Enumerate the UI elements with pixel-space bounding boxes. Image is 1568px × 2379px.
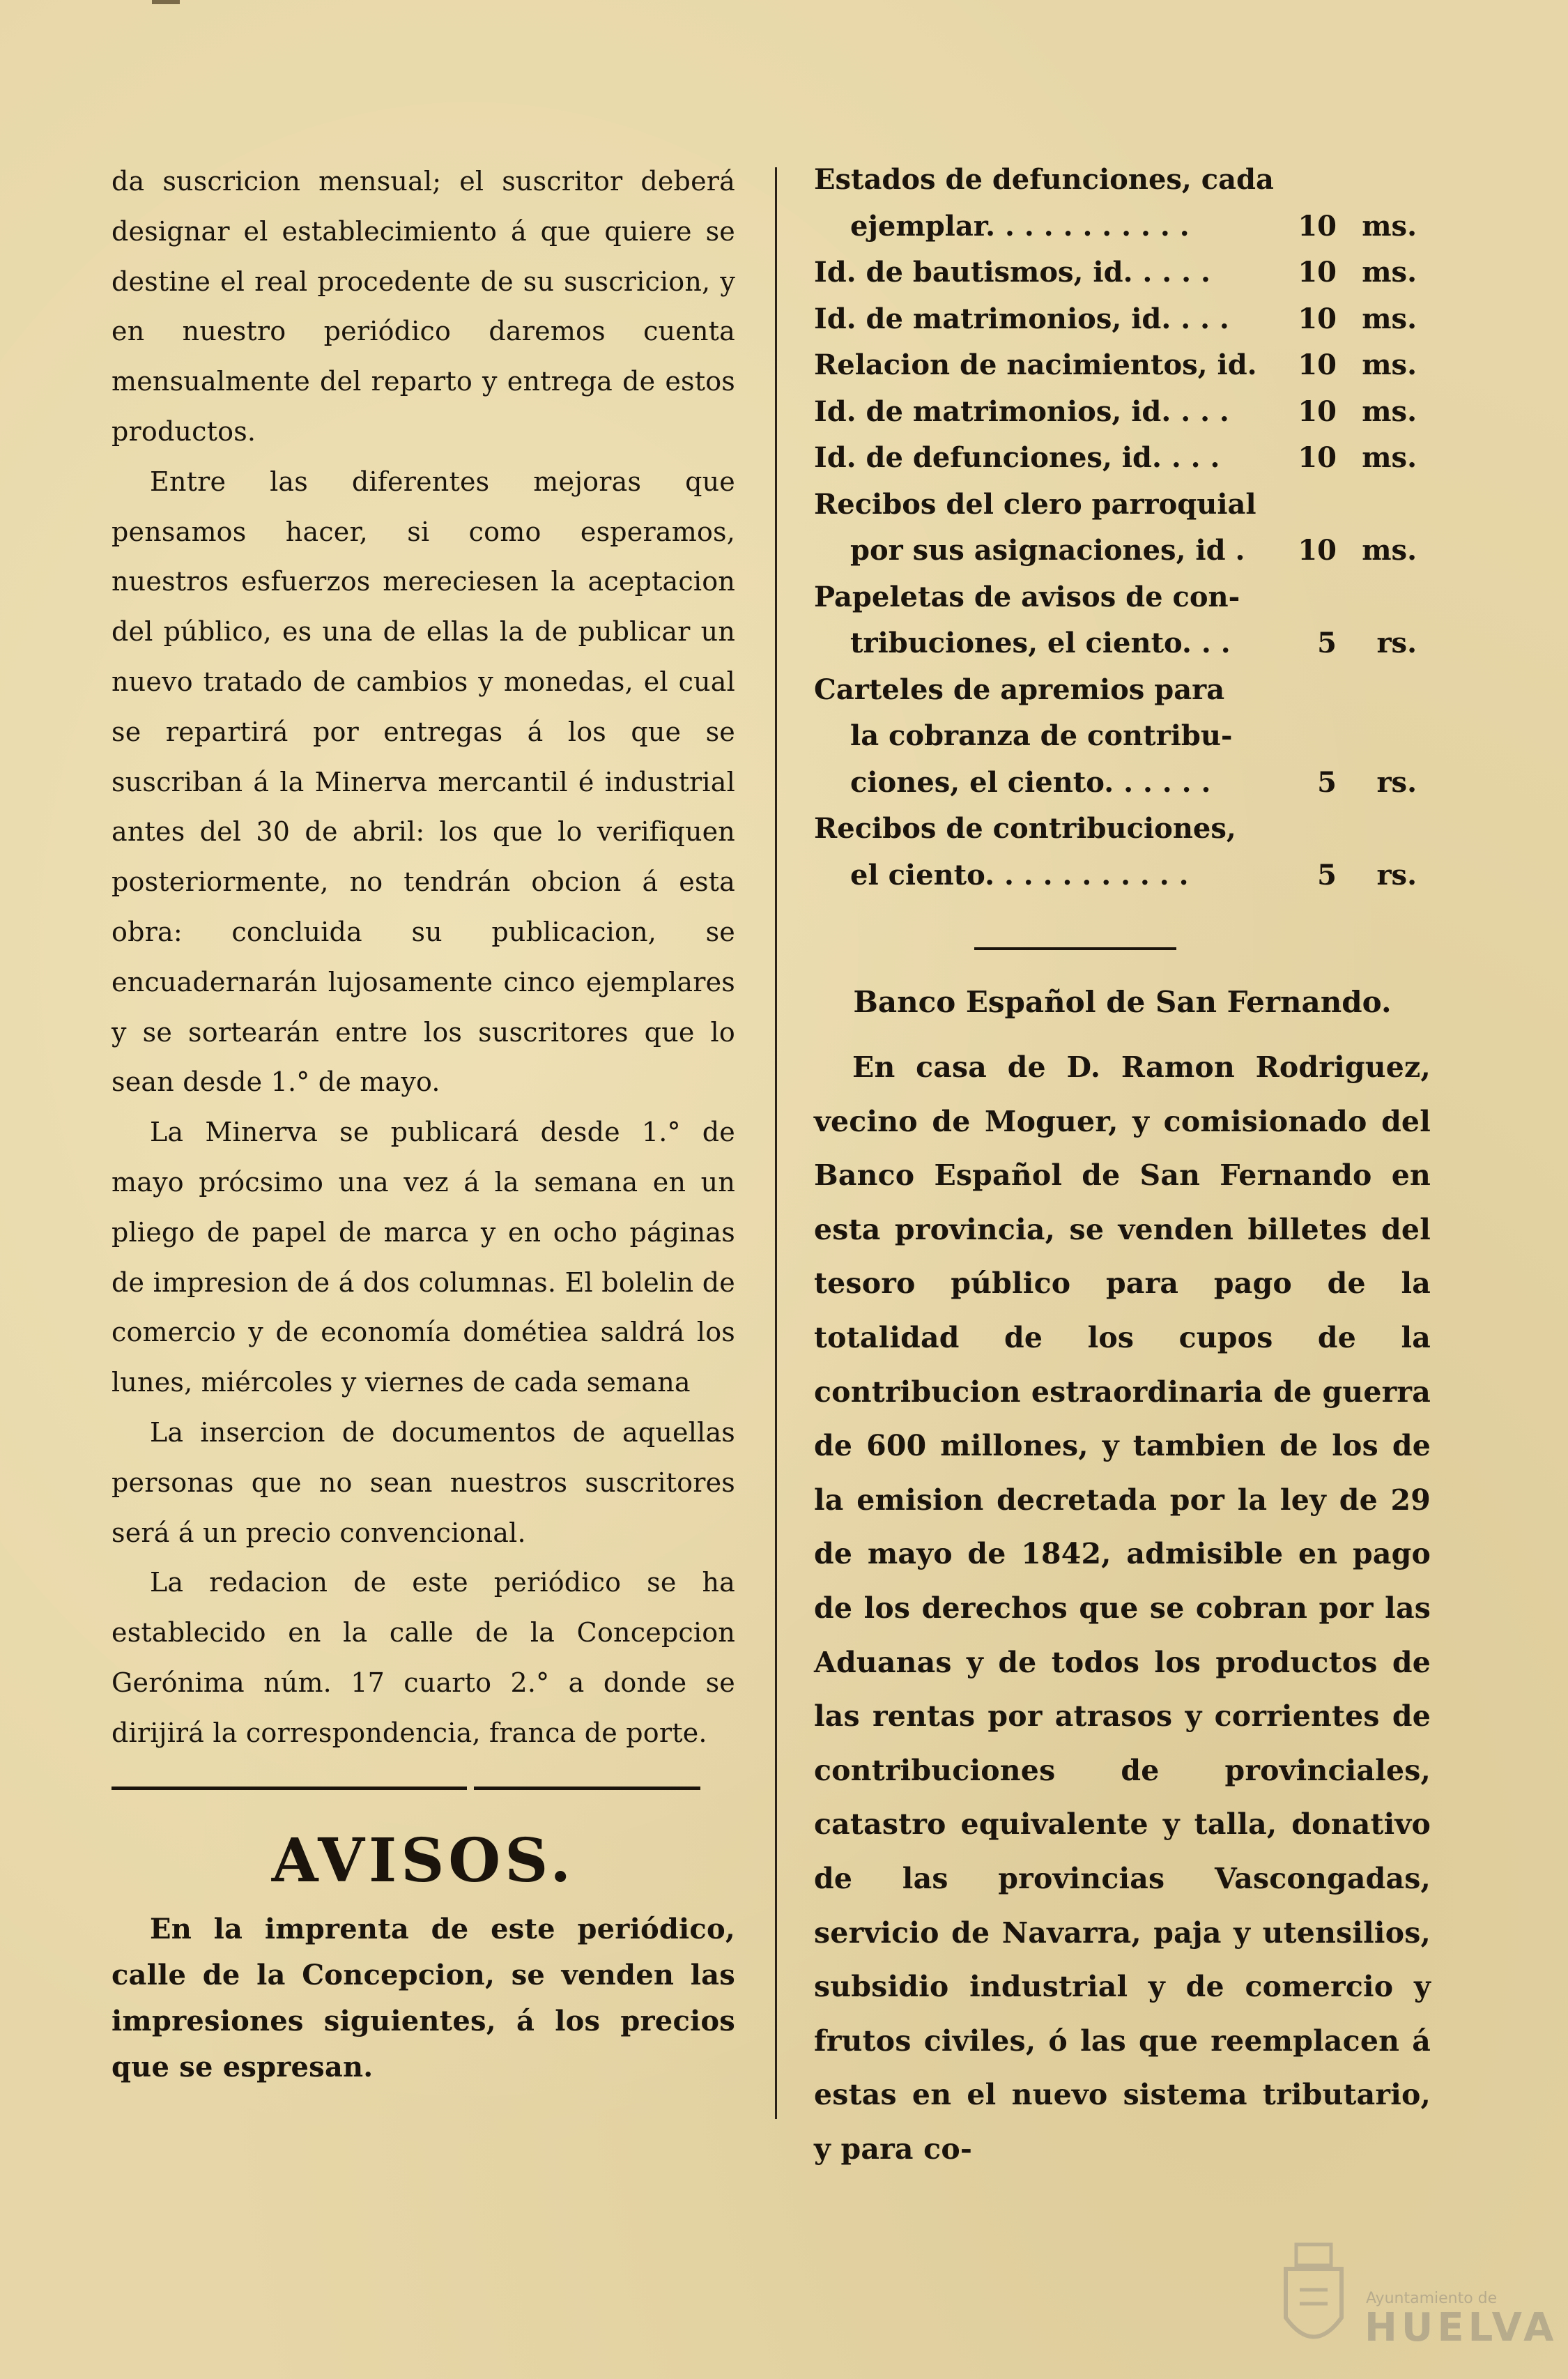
price-description xyxy=(814,250,1274,296)
price-description-line: Id. de matrimonios, id. . . . xyxy=(814,395,1229,428)
paragraph-redacion: La redacion de este periódico se ha establecido en la calle de la Concepcion Gerónima núm. 17 cuarto 2.° a donde se dirijirá la correspondencia, franca de porte. xyxy=(112,1567,735,1748)
price-description xyxy=(814,574,1274,667)
right-column xyxy=(814,157,1431,2176)
price-amount: 5 xyxy=(1317,765,1337,799)
banco-paragraph: En casa de D. Ramon Rodriguez, vecino de Moguer, y comisionado del Banco Español de San Fernando en esta provincia, se venden billetes del tesoro público para pago de la totalidad de los cupos de la contribucion estraordinaria de guerra de 600 millones, y tambien de los de la emision decretada por la ley de 29 de mayo de 1842, admisible en pago de los derechos que se cobran por las Aduanas y de todos los productos de las rentas por atrasos y corrientes de contribuciones de provinciales, catastro equivalente y talla, donativo de las provincias Vascongadas, servicio de Navarra, paja y utensilios, subsidio industrial y de comercio y frutos civiles, ó las que reemplacen á estas en el nuevo sistema tributario, y para co- xyxy=(814,1050,1431,2166)
avisos-heading: AVISOS. xyxy=(271,1825,576,1896)
huelva-watermark xyxy=(1275,2241,1558,2359)
price-description xyxy=(814,342,1274,389)
price-description xyxy=(814,296,1274,343)
coat-of-arms-icon xyxy=(1275,2241,1352,2359)
rule-right xyxy=(474,1787,700,1790)
price-item xyxy=(814,667,1431,806)
price-amount: 10 xyxy=(1298,256,1337,289)
banco-heading: Banco Español de San Fernando. xyxy=(853,985,1392,1019)
section-rule xyxy=(974,947,1176,950)
price-description-line: Estados de defunciones, cada xyxy=(814,163,1274,196)
price-unit: ms. xyxy=(1362,534,1417,567)
price-unit: ms. xyxy=(1362,209,1417,243)
left-column xyxy=(112,157,735,2090)
watermark-small-text: Ayuntamiento de xyxy=(1366,2290,1498,2307)
price-description-line: Carteles de apremios para xyxy=(814,673,1225,706)
price-unit: ms. xyxy=(1362,441,1417,474)
price-unit: ms. xyxy=(1362,302,1417,335)
price-item xyxy=(814,250,1431,296)
paragraph-mejoras: Entre las diferentes mejoras que pensamos hacer, si como esperamos, nuestros esfuerzos mereciesen la aceptacion del público, es una de ellas la de publicar un nuevo tratado de cambios y monedas, el cual se repartirá por entregas á los que se suscriban á la Minerva mercantil é industrial antes del 30 de abril: los que lo verifiquen posteriormente, no tendrán obcion á esta obra: concluida su publicacion, se encuadernarán lujosamente cinco ejemplares y se sortearán entre los suscritores que lo sean desde 1.° de mayo. xyxy=(112,466,735,1098)
price-amount: 10 xyxy=(1298,209,1337,243)
price-amount: 10 xyxy=(1298,395,1337,428)
price-description-continuation: tribuciones, el ciento. . . xyxy=(850,627,1231,659)
price-description-line: Id. de defunciones, id. . . . xyxy=(814,441,1220,474)
price-description xyxy=(814,389,1274,436)
price-amount: 10 xyxy=(1298,534,1337,567)
price-description xyxy=(814,435,1274,482)
price-description-line: Recibos de contribuciones, xyxy=(814,812,1236,845)
price-description-line: Recibos del clero parroquial xyxy=(814,487,1256,521)
price-unit: ms. xyxy=(1362,256,1417,289)
page-edge-mark xyxy=(152,0,180,4)
price-description-line: Id. de matrimonios, id. . . . xyxy=(814,302,1229,335)
price-description-continuation: el ciento. . . . . . . . . . . xyxy=(850,858,1189,892)
paragraph-insercion: La insercion de documentos de aquellas personas que no sean nuestros suscritores será á un precio convencional. xyxy=(112,1416,735,1548)
price-description-line: Papeletas de avisos de con- xyxy=(814,580,1240,613)
price-unit: rs. xyxy=(1376,627,1417,659)
paragraph-minerva: La Minerva se publicará desde 1.° de mayo prócsimo una vez á la semana en un pliego de papel de marca y en ocho páginas de impresion de á dos columnas. El bolelin de comercio y de economía dométiea saldrá los lunes, miércoles y viernes de cada semana xyxy=(112,1117,735,1398)
rule-left xyxy=(112,1787,467,1790)
paragraph-suscricion: da suscricion mensual; el suscritor deberá designar el establecimiento á que quiere se destine el real procedente de su suscricion, y en nuestro periódico daremos cuenta mensualmente del reparto y entrega de estos productos. xyxy=(112,166,735,447)
price-unit: rs. xyxy=(1376,765,1417,799)
watermark-big-text: HUELVA xyxy=(1365,2305,1558,2350)
price-description xyxy=(814,482,1274,574)
price-description xyxy=(814,157,1274,250)
price-item xyxy=(814,435,1431,482)
price-description xyxy=(814,667,1274,806)
column-divider xyxy=(775,167,777,2119)
price-amount: 10 xyxy=(1298,441,1337,474)
avisos-intro: En la imprenta de este periódico, calle de la Concepcion, se venden las impresiones siguientes, á los precios que se espresan. xyxy=(112,1912,735,2083)
price-amount: 10 xyxy=(1298,349,1337,381)
price-description xyxy=(814,806,1274,898)
price-description-line: Relacion de nacimientos, id. xyxy=(814,349,1257,381)
price-list xyxy=(814,157,1431,898)
price-item xyxy=(814,482,1431,574)
price-unit: ms. xyxy=(1362,395,1417,428)
price-description-continuation: ejemplar. . . . . . . . . . . xyxy=(850,209,1190,243)
price-unit: rs. xyxy=(1376,858,1417,892)
price-description-line: Id. de bautismos, id. . . . . xyxy=(814,256,1210,289)
price-item xyxy=(814,296,1431,343)
price-item xyxy=(814,389,1431,436)
price-item xyxy=(814,342,1431,389)
price-item xyxy=(814,157,1431,250)
price-unit: ms. xyxy=(1362,349,1417,381)
price-description-continuation: la cobranza de contribu- ciones, el ciento. . . . . . xyxy=(850,719,1233,799)
price-item xyxy=(814,806,1431,898)
double-rule-divider xyxy=(112,1787,735,1795)
price-amount: 5 xyxy=(1317,627,1337,659)
price-description-continuation: por sus asignaciones, id . xyxy=(850,534,1245,567)
price-amount: 10 xyxy=(1298,302,1337,335)
price-item xyxy=(814,574,1431,667)
price-amount: 5 xyxy=(1317,858,1337,892)
